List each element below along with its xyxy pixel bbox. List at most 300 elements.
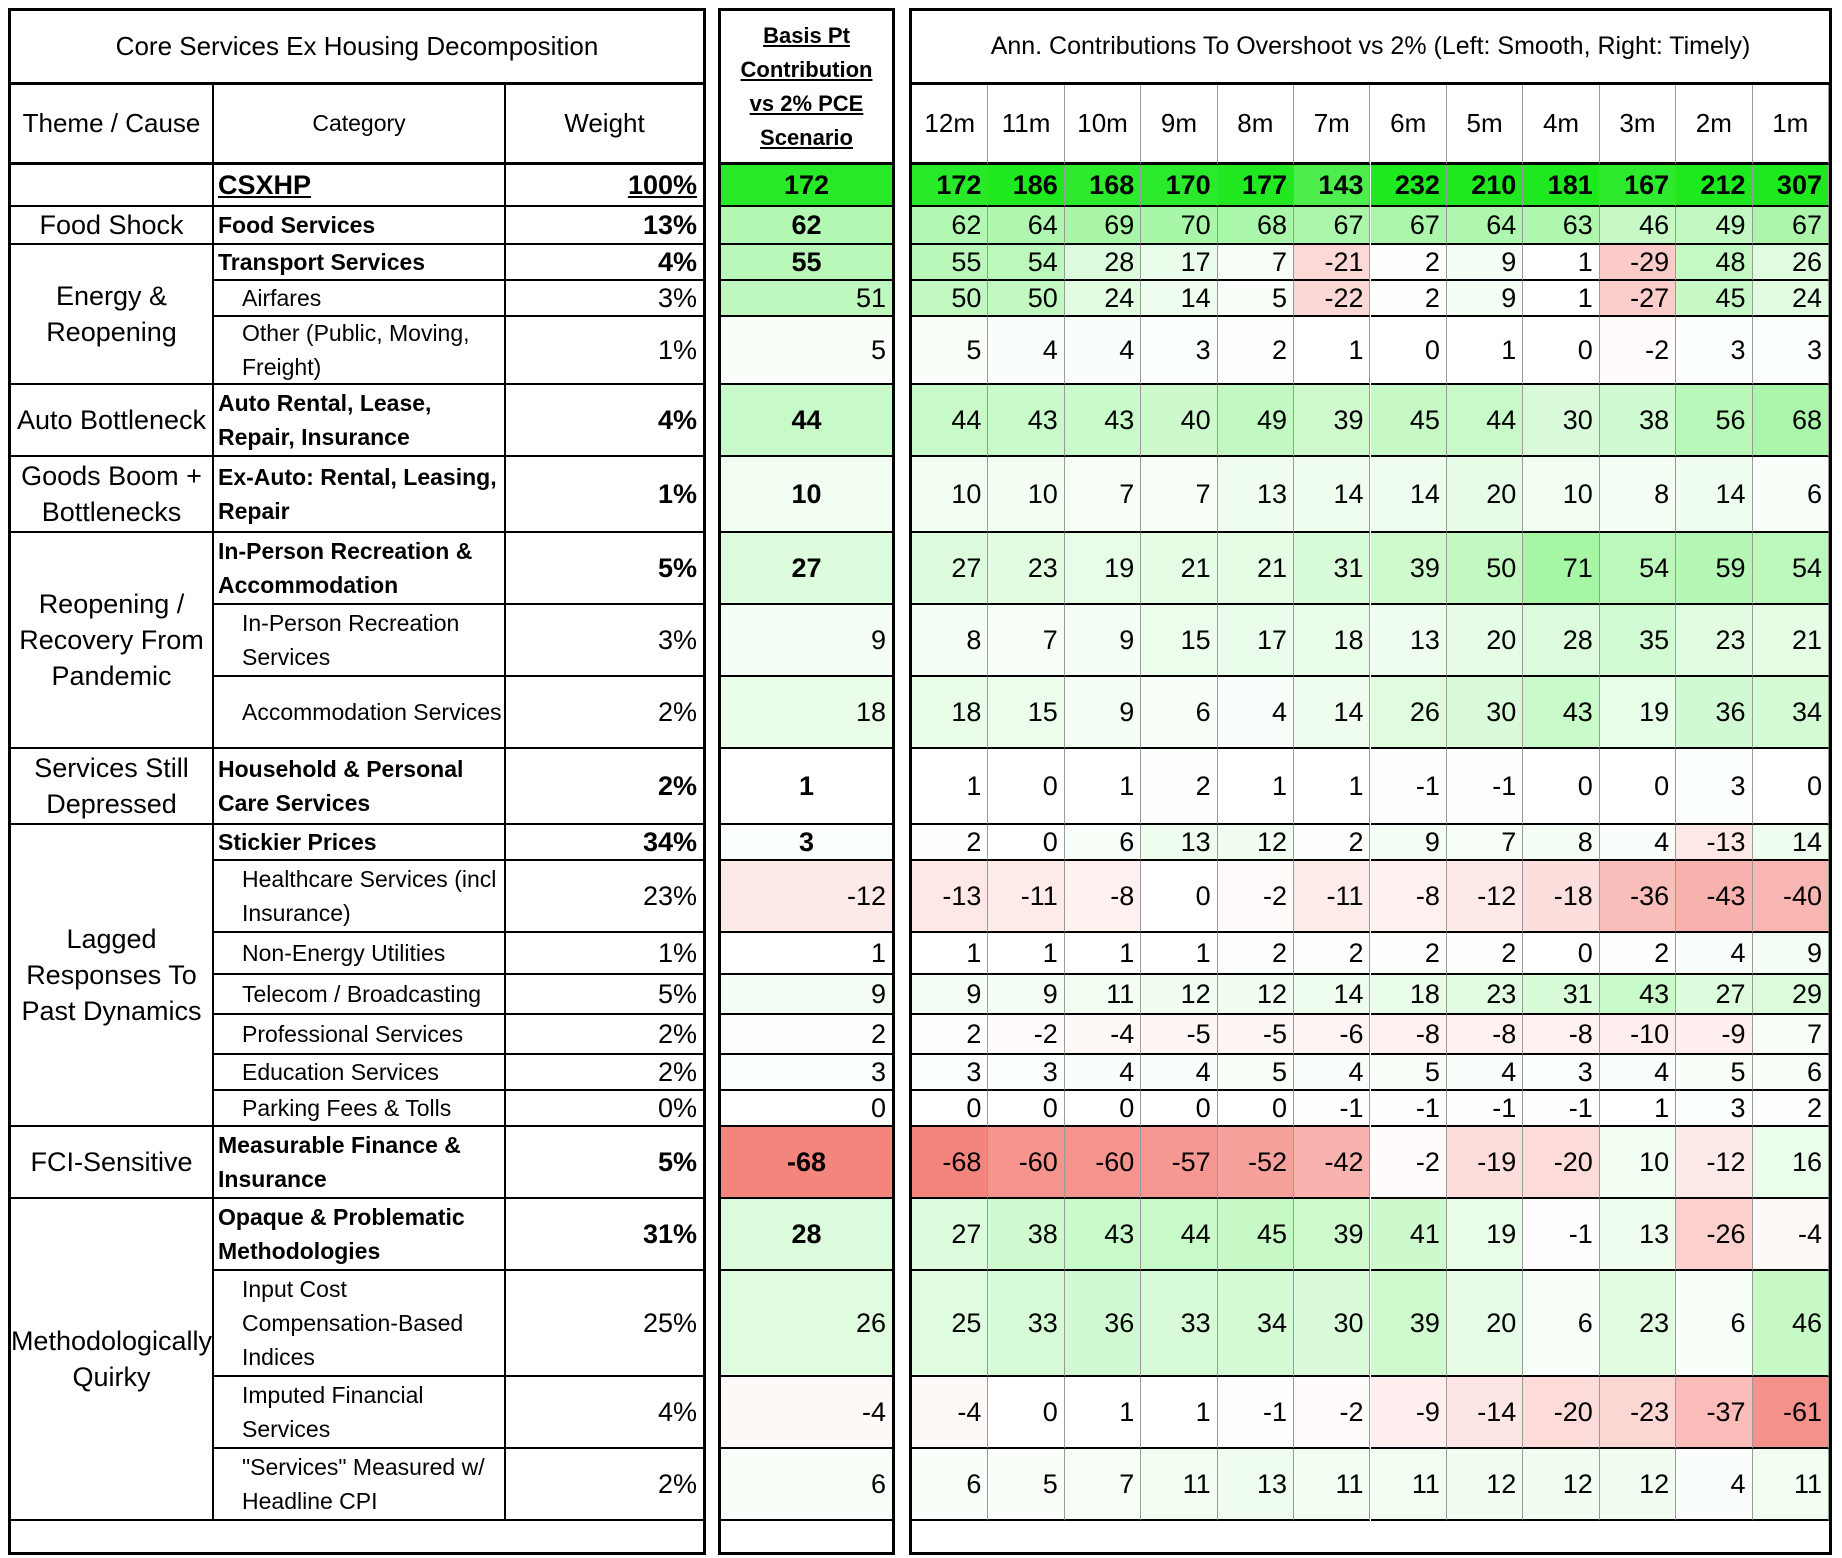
contribution-cell: 15 xyxy=(988,677,1064,749)
contribution-cell: -27 xyxy=(1600,281,1676,317)
contribution-cell: -12 xyxy=(1447,861,1523,933)
contribution-cell: 29 xyxy=(1753,975,1829,1015)
contribution-cell: -60 xyxy=(988,1127,1064,1199)
contribution-cell: -2 xyxy=(1294,1377,1370,1449)
contribution-cell: 7 xyxy=(1065,1449,1141,1521)
contribution-cell: 5 xyxy=(1218,1055,1294,1091)
contribution-cell: -1 xyxy=(1218,1377,1294,1449)
contribution-cell: 2 xyxy=(912,1015,988,1055)
contribution-cell: 44 xyxy=(912,385,988,457)
contribution-cell: 39 xyxy=(1371,1271,1447,1377)
basis-point-cell: 26 xyxy=(721,1271,892,1377)
contribution-cell: 18 xyxy=(912,677,988,749)
contribution-cell: 13 xyxy=(1218,1449,1294,1521)
contribution-cell: 24 xyxy=(1753,281,1829,317)
contribution-cell: 6 xyxy=(912,1449,988,1521)
contribution-cell: 55 xyxy=(912,245,988,281)
horizon-header: 4m xyxy=(1523,85,1599,165)
contribution-cell: -2 xyxy=(988,1015,1064,1055)
weight-cell: 31% xyxy=(506,1199,703,1271)
basis-point-cell: 44 xyxy=(721,385,892,457)
category-cell: Measurable Finance & Insurance xyxy=(214,1127,506,1199)
theme-cell: Reopening / Recovery From Pandemic xyxy=(11,533,214,749)
contribution-cell: 6 xyxy=(1523,1271,1599,1377)
contribution-cell: 56 xyxy=(1676,385,1752,457)
contribution-cell: -11 xyxy=(988,861,1064,933)
contribution-cell: 4 xyxy=(1676,1449,1752,1521)
contribution-cell: -61 xyxy=(1753,1377,1829,1449)
basis-point-cell: 18 xyxy=(721,677,892,749)
contribution-cell: 14 xyxy=(1294,975,1370,1015)
contribution-cell: -12 xyxy=(1676,1127,1752,1199)
contribution-cell: 177 xyxy=(1218,165,1294,207)
horizon-header: 1m xyxy=(1753,85,1829,165)
contribution-cell: 45 xyxy=(1218,1199,1294,1271)
contribution-cell: 59 xyxy=(1676,533,1752,605)
contribution-cell: 39 xyxy=(1371,533,1447,605)
contribution-cell: 1 xyxy=(1523,245,1599,281)
contribution-cell: 4 xyxy=(1600,1055,1676,1091)
contribution-cell: 11 xyxy=(1371,1449,1447,1521)
contribution-cell: 39 xyxy=(1294,385,1370,457)
contribution-cell: 0 xyxy=(1523,933,1599,975)
contribution-cell: 1 xyxy=(912,749,988,825)
contribution-cell: 14 xyxy=(1141,281,1217,317)
contribution-cell: 23 xyxy=(1676,605,1752,677)
contribution-cell: 46 xyxy=(1753,1271,1829,1377)
contribution-cell: 68 xyxy=(1753,385,1829,457)
contribution-cell: 67 xyxy=(1753,207,1829,245)
contribution-cell: 7 xyxy=(1065,457,1141,533)
contribution-cell: 9 xyxy=(1065,677,1141,749)
contribution-cell: 40 xyxy=(1141,385,1217,457)
horizon-header: 2m xyxy=(1676,85,1752,165)
contribution-cell: 70 xyxy=(1141,207,1217,245)
contribution-cell: -4 xyxy=(912,1377,988,1449)
contribution-cell: -4 xyxy=(1065,1015,1141,1055)
basis-point-cell: 9 xyxy=(721,975,892,1015)
contribution-cell: 7 xyxy=(1141,457,1217,533)
contribution-cell: 0 xyxy=(1523,317,1599,385)
category-cell: Transport Services xyxy=(214,245,506,281)
contribution-cell: 46 xyxy=(1600,207,1676,245)
contribution-cell: -57 xyxy=(1141,1127,1217,1199)
contribution-cell: 9 xyxy=(1753,933,1829,975)
contribution-cell: -1 xyxy=(1294,1091,1370,1127)
contribution-cell: 2 xyxy=(1753,1091,1829,1127)
theme-header: Theme / Cause xyxy=(11,85,214,165)
contribution-cell: 3 xyxy=(1523,1055,1599,1091)
contribution-cell: 168 xyxy=(1065,165,1141,207)
contribution-cell: 4 xyxy=(1294,1055,1370,1091)
contribution-cell: 45 xyxy=(1371,385,1447,457)
category-cell: Food Services xyxy=(214,207,506,245)
contribution-cell: 3 xyxy=(912,1055,988,1091)
basis-point-header: Basis Pt Contribution vs 2% PCE Scenario xyxy=(721,11,892,165)
theme-cell: Services Still Depressed xyxy=(11,749,214,825)
contribution-cell: 54 xyxy=(1600,533,1676,605)
basis-point-cell: 28 xyxy=(721,1199,892,1271)
contribution-cell: -6 xyxy=(1294,1015,1370,1055)
weight-cell: 4% xyxy=(506,385,703,457)
contribution-cell: -1 xyxy=(1523,1199,1599,1271)
contribution-cell: -19 xyxy=(1447,1127,1523,1199)
contribution-cell: 44 xyxy=(1141,1199,1217,1271)
contribution-cell: 7 xyxy=(1753,1015,1829,1055)
contribution-cell: 11 xyxy=(1294,1449,1370,1521)
contribution-cell: 23 xyxy=(988,533,1064,605)
weight-cell: 5% xyxy=(506,533,703,605)
contribution-cell: 31 xyxy=(1523,975,1599,1015)
contribution-cell: 9 xyxy=(1065,605,1141,677)
contribution-cell: 2 xyxy=(1218,317,1294,385)
contribution-cell: 14 xyxy=(1294,677,1370,749)
contribution-cell: 0 xyxy=(1065,1091,1141,1127)
contribution-cell: 9 xyxy=(1447,281,1523,317)
category-cell: Healthcare Services (incl Insurance) xyxy=(214,861,506,933)
basis-point-cell: 51 xyxy=(721,281,892,317)
contribution-cell: 25 xyxy=(912,1271,988,1377)
contribution-cell: 19 xyxy=(1447,1199,1523,1271)
contribution-cell: -42 xyxy=(1294,1127,1370,1199)
contribution-cell: 6 xyxy=(1753,457,1829,533)
contribution-cell: -20 xyxy=(1523,1377,1599,1449)
contribution-cell: 14 xyxy=(1294,457,1370,533)
contribution-cell: 67 xyxy=(1294,207,1370,245)
contribution-cell: -26 xyxy=(1676,1199,1752,1271)
contribution-cell: 10 xyxy=(988,457,1064,533)
contribution-cell: -1 xyxy=(1447,749,1523,825)
table-title: Core Services Ex Housing Decomposition xyxy=(11,11,703,85)
contribution-cell: 26 xyxy=(1753,245,1829,281)
contribution-cell: 0 xyxy=(1141,1091,1217,1127)
contribution-cell: -40 xyxy=(1753,861,1829,933)
contribution-cell: -22 xyxy=(1294,281,1370,317)
category-cell: Auto Rental, Lease, Repair, Insurance xyxy=(214,385,506,457)
basis-point-cell: 10 xyxy=(721,457,892,533)
contribution-cell: 0 xyxy=(1753,749,1829,825)
theme-cell xyxy=(11,165,214,207)
contribution-cell: 0 xyxy=(988,825,1064,861)
category-cell: Input Cost Compensation-Based Indices xyxy=(214,1271,506,1377)
theme-cell: Lagged Responses To Past Dynamics xyxy=(11,825,214,1127)
basis-point-cell: 3 xyxy=(721,1055,892,1091)
contribution-cell: 0 xyxy=(1600,749,1676,825)
contribution-cell: 4 xyxy=(1218,677,1294,749)
contribution-cell: 50 xyxy=(988,281,1064,317)
contribution-cell: -21 xyxy=(1294,245,1370,281)
contribution-cell: 212 xyxy=(1676,165,1752,207)
contribution-cell: 7 xyxy=(1218,245,1294,281)
contribution-cell: 20 xyxy=(1447,1271,1523,1377)
category-cell: "Services" Measured w/ Headline CPI xyxy=(214,1449,506,1521)
contribution-cell: 2 xyxy=(1218,933,1294,975)
category-cell: Parking Fees & Tolls xyxy=(214,1091,506,1127)
contribution-cell: 23 xyxy=(1600,1271,1676,1377)
theme-cell: Methodologically Quirky xyxy=(11,1199,214,1521)
contribution-cell: 43 xyxy=(1065,385,1141,457)
weight-cell: 2% xyxy=(506,1055,703,1091)
contribution-cell: 20 xyxy=(1447,457,1523,533)
contribution-cell: 64 xyxy=(1447,207,1523,245)
contribution-cell: 3 xyxy=(1676,1091,1752,1127)
contribution-cell: 24 xyxy=(1065,281,1141,317)
contribution-cell: 0 xyxy=(1218,1091,1294,1127)
contribution-cell: 30 xyxy=(1523,385,1599,457)
decomposition-table xyxy=(8,8,706,1555)
weight-cell: 1% xyxy=(506,317,703,385)
contribution-cell: 6 xyxy=(1065,825,1141,861)
weight-cell: 23% xyxy=(506,861,703,933)
contribution-cell: 1 xyxy=(912,933,988,975)
contribution-cell: 3 xyxy=(988,1055,1064,1091)
contribution-cell: 3 xyxy=(1141,317,1217,385)
basis-point-cell: 172 xyxy=(721,165,892,207)
theme-cell: Goods Boom + Bottlenecks xyxy=(11,457,214,533)
contribution-cell: 33 xyxy=(1141,1271,1217,1377)
contribution-cell: -13 xyxy=(912,861,988,933)
weight-cell: 5% xyxy=(506,1127,703,1199)
weight-cell: 2% xyxy=(506,749,703,825)
contribution-cell: -14 xyxy=(1447,1377,1523,1449)
contribution-cell: -4 xyxy=(1753,1199,1829,1271)
contribution-cell: 12 xyxy=(1218,825,1294,861)
contribution-cell: 34 xyxy=(1753,677,1829,749)
contribution-cell: 0 xyxy=(1523,749,1599,825)
contribution-cell: -1 xyxy=(1371,1091,1447,1127)
contribution-cell: 4 xyxy=(1065,317,1141,385)
category-cell: Imputed Financial Services xyxy=(214,1377,506,1449)
basis-point-cell: -4 xyxy=(721,1377,892,1449)
weight-cell: 34% xyxy=(506,825,703,861)
horizon-header: 5m xyxy=(1447,85,1523,165)
contribution-cell: 28 xyxy=(1523,605,1599,677)
contribution-cell: -8 xyxy=(1447,1015,1523,1055)
contribution-cell: 1 xyxy=(988,933,1064,975)
contribution-cell: 0 xyxy=(1141,861,1217,933)
contribution-cell: 2 xyxy=(1371,933,1447,975)
contribution-cell: 27 xyxy=(912,533,988,605)
contribution-cell: 36 xyxy=(1065,1271,1141,1377)
contribution-cell: 2 xyxy=(1600,933,1676,975)
contribution-cell: 2 xyxy=(1294,933,1370,975)
contribution-cell: 43 xyxy=(1065,1199,1141,1271)
contribution-cell: 4 xyxy=(1141,1055,1217,1091)
horizon-header: 12m xyxy=(912,85,988,165)
contribution-cell: 9 xyxy=(912,975,988,1015)
contribution-cell: 49 xyxy=(1218,385,1294,457)
contribution-cell: 5 xyxy=(988,1449,1064,1521)
contribution-cell: 1 xyxy=(1447,317,1523,385)
contribution-cell: -1 xyxy=(1371,749,1447,825)
contribution-cell: 1 xyxy=(1065,749,1141,825)
contribution-cell: 1 xyxy=(1218,749,1294,825)
contribution-cell: 45 xyxy=(1676,281,1752,317)
basis-point-cell: 1 xyxy=(721,933,892,975)
horizon-header: 11m xyxy=(988,85,1064,165)
contribution-cell: 9 xyxy=(988,975,1064,1015)
contribution-cell: 43 xyxy=(988,385,1064,457)
contribution-cell: 7 xyxy=(988,605,1064,677)
contribution-cell: 21 xyxy=(1753,605,1829,677)
category-cell: Airfares xyxy=(214,281,506,317)
contribution-cell: 2 xyxy=(912,825,988,861)
contribution-cell: 19 xyxy=(1600,677,1676,749)
contribution-cell: 210 xyxy=(1447,165,1523,207)
weight-header: Weight xyxy=(506,85,703,165)
category-cell: Non-Energy Utilities xyxy=(214,933,506,975)
weight-cell: 0% xyxy=(506,1091,703,1127)
contribution-cell: -18 xyxy=(1523,861,1599,933)
category-cell: CSXHP xyxy=(214,165,506,207)
contribution-cell: 7 xyxy=(1447,825,1523,861)
basis-point-cell: 2 xyxy=(721,1015,892,1055)
contribution-cell: 48 xyxy=(1676,245,1752,281)
contribution-cell: 181 xyxy=(1523,165,1599,207)
contribution-cell: -60 xyxy=(1065,1127,1141,1199)
contribution-cell: 43 xyxy=(1600,975,1676,1015)
contribution-cell: -36 xyxy=(1600,861,1676,933)
basis-point-cell: -68 xyxy=(721,1127,892,1199)
basis-point-cell: 62 xyxy=(721,207,892,245)
contribution-cell: 16 xyxy=(1753,1127,1829,1199)
contribution-cell: -13 xyxy=(1676,825,1752,861)
category-cell: Telecom / Broadcasting xyxy=(214,975,506,1015)
contribution-cell: 11 xyxy=(1753,1449,1829,1521)
contribution-cell: 41 xyxy=(1371,1199,1447,1271)
contribution-cell: 20 xyxy=(1447,605,1523,677)
contribution-cell: 50 xyxy=(912,281,988,317)
basis-point-cell: 9 xyxy=(721,605,892,677)
contribution-cell: 2 xyxy=(1141,749,1217,825)
category-cell: In-Person Recreation & Accommodation xyxy=(214,533,506,605)
weight-cell: 100% xyxy=(506,165,703,207)
contribution-cell: 2 xyxy=(1371,281,1447,317)
contribution-cell: 1 xyxy=(1294,317,1370,385)
contribution-cell: 67 xyxy=(1371,207,1447,245)
contribution-cell: 8 xyxy=(1600,457,1676,533)
contribution-cell: -5 xyxy=(1218,1015,1294,1055)
contribution-cell: 31 xyxy=(1294,533,1370,605)
weight-cell: 2% xyxy=(506,1015,703,1055)
contribution-cell: 71 xyxy=(1523,533,1599,605)
contribution-cell: 8 xyxy=(1523,825,1599,861)
contribution-cell: 12 xyxy=(1218,975,1294,1015)
contribution-cell: 1 xyxy=(1523,281,1599,317)
contribution-cell: -1 xyxy=(1447,1091,1523,1127)
contribution-cell: -29 xyxy=(1600,245,1676,281)
contribution-cell: 21 xyxy=(1141,533,1217,605)
basis-point-cell: 55 xyxy=(721,245,892,281)
contribution-cell: 14 xyxy=(1676,457,1752,533)
contribution-cell: 2 xyxy=(1371,245,1447,281)
contribution-cell: 36 xyxy=(1676,677,1752,749)
weight-cell: 3% xyxy=(506,281,703,317)
contribution-cell: 69 xyxy=(1065,207,1141,245)
contribution-cell: 33 xyxy=(988,1271,1064,1377)
contribution-cell: -2 xyxy=(1600,317,1676,385)
contribution-cell: 5 xyxy=(1371,1055,1447,1091)
weight-cell: 1% xyxy=(506,457,703,533)
contribution-cell: 28 xyxy=(1065,245,1141,281)
contribution-cell: -10 xyxy=(1600,1015,1676,1055)
contribution-cell: 1 xyxy=(1141,1377,1217,1449)
basis-point-cell: 27 xyxy=(721,533,892,605)
contribution-cell: 23 xyxy=(1447,975,1523,1015)
contribution-cell: -8 xyxy=(1371,861,1447,933)
horizon-header: 8m xyxy=(1218,85,1294,165)
contribution-cell: 12 xyxy=(1600,1449,1676,1521)
contribution-cell: 6 xyxy=(1141,677,1217,749)
weight-cell: 3% xyxy=(506,605,703,677)
contribution-cell: 1 xyxy=(1294,749,1370,825)
contribution-cell: 172 xyxy=(912,165,988,207)
category-cell: Ex-Auto: Rental, Leasing, Repair xyxy=(214,457,506,533)
contribution-cell: -8 xyxy=(1523,1015,1599,1055)
contribution-cell: 2 xyxy=(1447,933,1523,975)
basis-point-contribution-table xyxy=(718,8,895,1555)
contribution-cell: 54 xyxy=(988,245,1064,281)
basis-point-cell: 1 xyxy=(721,749,892,825)
contribution-cell: 232 xyxy=(1371,165,1447,207)
weight-cell: 13% xyxy=(506,207,703,245)
contribution-cell: -9 xyxy=(1371,1377,1447,1449)
contribution-cell: 4 xyxy=(1600,825,1676,861)
contribution-cell: 0 xyxy=(912,1091,988,1127)
contribution-cell: 6 xyxy=(1676,1271,1752,1377)
contribution-cell: 6 xyxy=(1753,1055,1829,1091)
contribution-cell: 17 xyxy=(1218,605,1294,677)
weight-cell: 2% xyxy=(506,1449,703,1521)
contribution-cell: 5 xyxy=(912,317,988,385)
contribution-cell: 62 xyxy=(912,207,988,245)
contribution-cell: 0 xyxy=(988,1377,1064,1449)
contribution-cell: -2 xyxy=(1218,861,1294,933)
contribution-cell: 68 xyxy=(1218,207,1294,245)
weight-cell: 5% xyxy=(506,975,703,1015)
category-cell: Opaque & Problematic Methodologies xyxy=(214,1199,506,1271)
contribution-cell: 13 xyxy=(1371,605,1447,677)
basis-point-cell: -12 xyxy=(721,861,892,933)
contribution-cell: -43 xyxy=(1676,861,1752,933)
category-cell: Other (Public, Moving, Freight) xyxy=(214,317,506,385)
weight-cell: 4% xyxy=(506,1377,703,1449)
contribution-cell: 11 xyxy=(1141,1449,1217,1521)
weight-cell: 25% xyxy=(506,1271,703,1377)
contribution-cell: 307 xyxy=(1753,165,1829,207)
category-cell: Household & Personal Care Services xyxy=(214,749,506,825)
horizon-header: 7m xyxy=(1294,85,1370,165)
basis-point-cell: 0 xyxy=(721,1091,892,1127)
horizon-header: 10m xyxy=(1065,85,1141,165)
contribution-cell: 18 xyxy=(1294,605,1370,677)
contribution-cell: 4 xyxy=(988,317,1064,385)
contribution-cell: 10 xyxy=(1523,457,1599,533)
contribution-cell: 27 xyxy=(912,1199,988,1271)
theme-cell: Auto Bottleneck xyxy=(11,385,214,457)
category-cell: Stickier Prices xyxy=(214,825,506,861)
contribution-cell: -37 xyxy=(1676,1377,1752,1449)
contribution-cell: -5 xyxy=(1141,1015,1217,1055)
contribution-cell: 11 xyxy=(1065,975,1141,1015)
contribution-cell: 0 xyxy=(988,1091,1064,1127)
horizon-header: 3m xyxy=(1600,85,1676,165)
contribution-cell: -68 xyxy=(912,1127,988,1199)
contribution-cell: 38 xyxy=(988,1199,1064,1271)
contribution-cell: 3 xyxy=(1753,317,1829,385)
category-cell: Education Services xyxy=(214,1055,506,1091)
basis-point-cell: 3 xyxy=(721,825,892,861)
